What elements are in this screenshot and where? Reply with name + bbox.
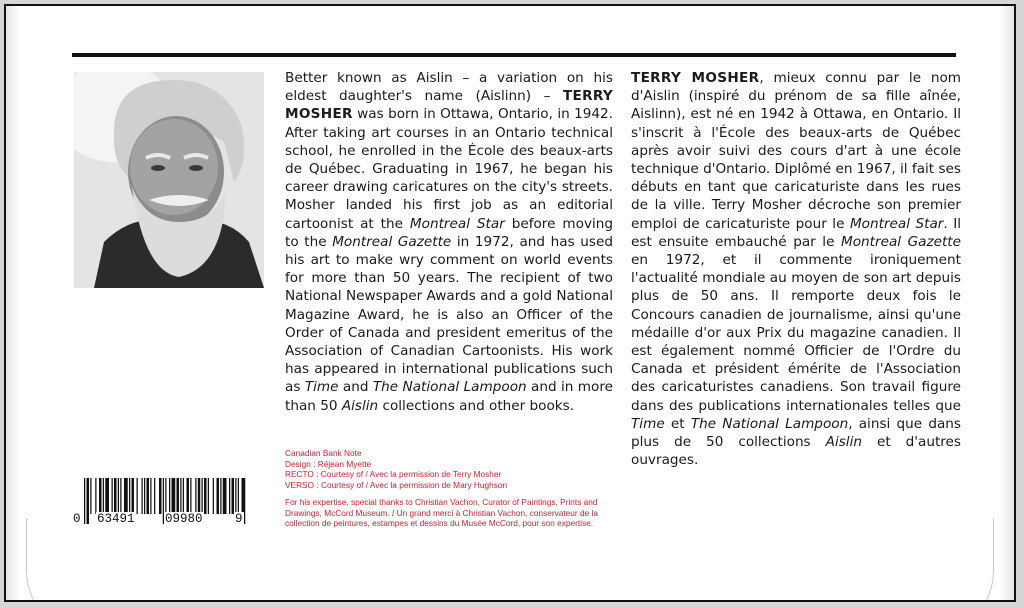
barcode-bar bbox=[90, 478, 91, 514]
barcode-bar bbox=[198, 478, 201, 514]
barcode-bar bbox=[204, 478, 207, 514]
fr-text-6: et d'autres ouvrages. bbox=[631, 434, 962, 469]
barcode-bar bbox=[137, 478, 138, 514]
barcode-bar bbox=[112, 478, 113, 514]
barcode-lead-digit: 0 bbox=[73, 512, 81, 526]
barcode-bar bbox=[144, 478, 145, 514]
barcode-bar bbox=[169, 478, 170, 514]
left-edge-shade bbox=[6, 6, 20, 600]
barcode-bar bbox=[99, 478, 102, 514]
fr-text-1: , mieux connu par le nom d'Aislin (inspiré du prénom de sa fille aînée, Aislinn), est né en 1942 à Ottawa, en Ontario. Il s'inscrit à l'École des beaux-arts de Québec après avoir suivi des cours d'art à une école technique d'Ontario. Diplômé en 1967, il fait ses débuts en tant que caricaturiste dans les rues de la ville. Terry Mosher décroche son premier emploi de caricaturiste pour le bbox=[631, 70, 962, 232]
en-text-2: before moving to the bbox=[285, 215, 614, 250]
barcode-bar bbox=[235, 478, 236, 514]
barcode-bar bbox=[183, 478, 184, 514]
fr-time: Time bbox=[631, 415, 665, 432]
barcode-bar bbox=[103, 478, 104, 514]
credit-design: Design : Réjean Myette bbox=[285, 458, 372, 469]
portrait-photo bbox=[74, 72, 264, 288]
barcode-bar bbox=[118, 478, 119, 514]
barcode-left-group: 63491 bbox=[97, 512, 135, 526]
portrait-illustration bbox=[74, 72, 264, 288]
en-national-lampoon: The National Lampoon bbox=[372, 379, 527, 396]
top-rule bbox=[72, 53, 956, 57]
barcode-bar bbox=[177, 478, 180, 514]
barcode-bar bbox=[84, 478, 85, 524]
barcode-bar bbox=[202, 478, 203, 514]
barcode-bar bbox=[147, 478, 150, 514]
fr-text-3: en 1972, et il commente ironiquement l'actualité mondiale au moyen de son art depuis plus de 50 ans. Il remporte deux fois le Concours canadien de journalisme, ainsi qu'une médaille d'or aux Prix du magazine canadien. Il est également nommé Officier de l'Ordre du Canada et président émérite de l'Association des caricaturistes canadiens. Son travail figure dans des publications internationales telles que bbox=[631, 252, 961, 414]
barcode-bar bbox=[190, 478, 191, 514]
barcode-bar bbox=[132, 478, 135, 514]
fr-text-2: . Il est ensuite embauché par le bbox=[631, 215, 961, 250]
barcode-bar bbox=[232, 478, 235, 514]
envelope-back bbox=[4, 4, 1016, 602]
barcode-bar bbox=[172, 478, 176, 514]
en-text-6: collections and other books. bbox=[378, 397, 575, 414]
fr-name: TERRY MOSHER bbox=[631, 70, 760, 86]
english-biography bbox=[285, 69, 613, 415]
barcode-bar bbox=[180, 478, 181, 514]
barcode-bar bbox=[229, 478, 230, 514]
barcode-bar bbox=[217, 478, 220, 514]
fr-montreal-star: Montreal Star bbox=[849, 215, 944, 232]
barcode-bar bbox=[129, 478, 130, 514]
credit-spacer bbox=[285, 490, 615, 497]
barcode-right-group: 09980 bbox=[165, 512, 203, 526]
barcode-bar bbox=[187, 478, 190, 514]
credit-recto: RECTO : Courtesy of / Avec la permission de Terry Mosher bbox=[285, 469, 502, 479]
credit-verso: VERSO : Courtesy of / Avec la permission de Mary Hughson bbox=[285, 479, 508, 490]
french-biography bbox=[631, 69, 961, 469]
en-aislin: Aislin bbox=[341, 397, 379, 414]
barcode-bar bbox=[150, 478, 151, 514]
en-text-1: was born in Ottawa, Ontario, in 1942. After taking art courses in an Ontario technical school, he enrolled in the École des beaux-arts de Québec. Graduating in 1967, he began his career drawing caricatures on the city's streets. Mosher landed his first job as an editorial cartoonist at the bbox=[285, 106, 613, 232]
barcode-bar bbox=[223, 478, 227, 514]
fr-text-4: et bbox=[664, 415, 691, 432]
en-intro: Better known as Aislin – a variation on his eldest daughter's name (Aislinn) – bbox=[285, 70, 613, 105]
production-credits bbox=[285, 448, 615, 529]
en-text-4: and bbox=[338, 379, 373, 396]
en-text-5: and in more than 50 bbox=[285, 379, 613, 414]
barcode-bar bbox=[159, 478, 162, 514]
credit-printer: Canadian Bank Note bbox=[285, 448, 362, 458]
fr-national-lampoon: The National Lampoon bbox=[690, 415, 849, 432]
barcode-bar bbox=[87, 478, 90, 524]
barcode-bar bbox=[154, 478, 155, 514]
barcode-bar bbox=[195, 478, 196, 514]
en-time: Time bbox=[304, 379, 339, 396]
barcode-bar bbox=[213, 478, 214, 514]
barcode-bar bbox=[114, 478, 117, 514]
barcode-bar bbox=[95, 478, 96, 514]
barcode-bar bbox=[220, 478, 221, 514]
en-text-3: in 1972, and has used his art to make wry comment on world events for more than 50 years. The recipient of two National Newspaper Awards and a gold National Magazine Award, he is also an Officer of the Order of Canada and president emeritus of the Association of Canadian Cartoonists. His work has appeared in international publications such as bbox=[285, 233, 614, 396]
fr-montreal-gazette: Montreal Gazette bbox=[841, 233, 961, 250]
barcode-trail-digit: 9 bbox=[235, 512, 243, 526]
barcode-bar bbox=[208, 478, 209, 514]
barcode-bar bbox=[124, 478, 128, 514]
credit-thanks: For his expertise, special thanks to Christian Vachon, Curator of Paintings, Prints and Drawings, McCord Museum. / Un grand merci à Christian Vachon, conservateur de la collection de peintures, estampes et dessins du Musée McCord, pour son expertise. bbox=[285, 497, 598, 528]
en-montreal-gazette: Montreal Gazette bbox=[332, 233, 452, 250]
en-name: TERRY MOSHER bbox=[285, 88, 613, 123]
barcode-bar bbox=[120, 478, 121, 514]
fr-text-5: , ainsi que dans plus de 50 collections bbox=[631, 415, 961, 451]
barcode-bar bbox=[142, 478, 143, 514]
right-edge-shade bbox=[1000, 6, 1014, 600]
barcode-bar bbox=[165, 478, 166, 514]
fr-aislin: Aislin bbox=[825, 434, 862, 451]
barcode-bar bbox=[105, 478, 109, 514]
envelope-flap-outline bbox=[26, 519, 994, 602]
en-montreal-star: Montreal Star bbox=[409, 215, 505, 232]
